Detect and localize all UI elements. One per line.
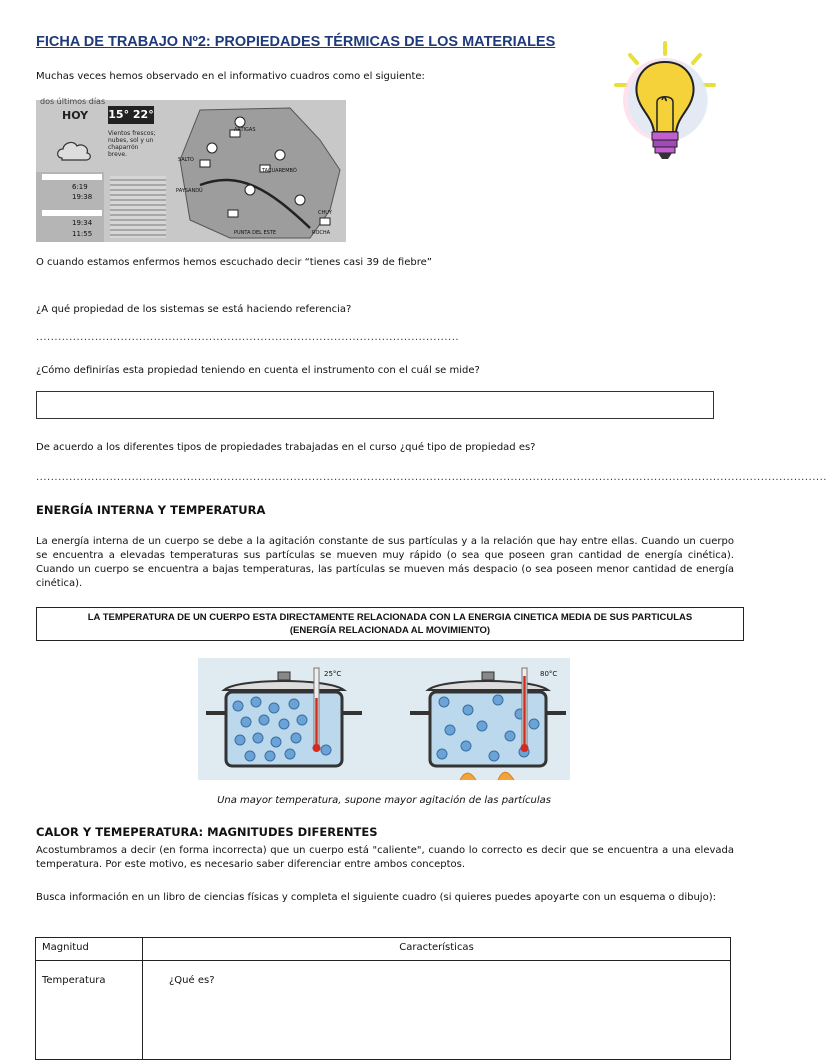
moonset-time: 11:55 (72, 230, 93, 238)
city-label: PAYSANDÚ (176, 188, 203, 194)
weather-forecast: Vientos frescos; nubes, sol y un chaparrón breve. (108, 130, 156, 158)
section-heat-title: CALOR Y TEMEPERATURA: MAGNITUDES DIFERENTES (36, 825, 378, 839)
sunrise-time: 6:19 (72, 183, 88, 191)
city-label: ARTIGAS (234, 127, 256, 133)
sunset-time: 19:38 (72, 193, 93, 201)
question-what-is: ¿Qué es? (169, 975, 215, 986)
pots-illustration (198, 658, 570, 780)
intro-text: Muchas veces hemos observado en el informativo cuadros como el siguiente: (36, 71, 425, 82)
magnitudes-table (35, 937, 731, 1060)
weather-temps: 15° 22° (108, 106, 154, 124)
page-title: FICHA DE TRABAJO Nº2: PROPIEDADES TÉRMICAS DE LOS MATERIALES (36, 34, 556, 50)
callout-line-1: LA TEMPERATURA DE UN CUERPO ESTA DIRECTAMENTE RELACIONADA CON LA ENERGIA CINETICA MEDIA DE SUS PARTICULAS (87, 612, 693, 623)
answer-box-2[interactable] (36, 391, 714, 419)
answer-line-3[interactable]: ....................................................................................................................................................................................................................... (36, 472, 827, 483)
lightbulb-icon (610, 40, 720, 165)
table-row-temperature-label: Temperatura (36, 961, 143, 1060)
temperature-callout (36, 607, 744, 641)
city-label: PUNTA DEL ESTE (234, 230, 277, 236)
question-1: ¿A qué propiedad de los sistemas se está haciendo referencia? (36, 304, 352, 315)
pot-left-temperature: 25°C (324, 670, 342, 678)
answer-line-1[interactable]: ................................................................................................................... (36, 332, 460, 343)
table-header-characteristics: Características (143, 938, 731, 961)
task-instructions: Busca información en un libro de ciencias físicas y completa el siguiente cuadro (si quieres puedes apoyarte con un esquema o dibujo): (36, 892, 716, 903)
fever-text: O cuando estamos enfermos hemos escuchado decir “tienes casi 39 de fiebre” (36, 257, 432, 268)
weather-clipping-image (36, 97, 346, 242)
callout-line-2: (ENERGÍA RELACIONADA AL MOVIMIENTO) (289, 624, 491, 636)
city-label: TACUAREMBÓ (262, 168, 297, 174)
weather-today: HOY (62, 109, 89, 122)
city-label: ROCHA (312, 230, 331, 236)
pots-caption: Una mayor temperatura, supone mayor agitación de las partículas (217, 795, 551, 806)
table-cell-temperature[interactable] (143, 961, 731, 1060)
moonrise-time: 19:34 (72, 219, 93, 227)
section-energy-text: La energía interna de un cuerpo se debe a la agitación constante de sus partículas y a la relación que hay entre ellas. Cuando un cuerpo se encuentra a elevadas temperaturas sus partículas se mueven muy rápido (o sea que poseen gran cantidad de energía cinética). Cuando un cuerpo se encuentra a bajas temperaturas, las partículas se mueven más despacio (o sea poseen menor cantidad de energía cinética). (36, 536, 734, 589)
city-label: CHUY (318, 210, 332, 216)
city-label: SALTO (178, 157, 194, 163)
pot-right-temperature: 80°C (540, 670, 558, 678)
question-3: De acuerdo a los diferentes tipos de propiedades trabajadas en el curso ¿qué tipo de propiedad es? (36, 442, 536, 453)
table-header-magnitude: Magnitud (36, 938, 143, 961)
weather-map (170, 100, 346, 242)
cloud-icon (54, 134, 94, 164)
section-energy-title: ENERGÍA INTERNA Y TEMPERATURA (36, 503, 266, 517)
section-heat-text: Acostumbramos a decir (en forma incorrecta) que un cuerpo está "caliente", cuando lo correcto es decir que se encuentra a una elevada temperatura. Por este motivo, es necesario saber diferenciar entre ambos conceptos. (36, 845, 734, 870)
question-2: ¿Cómo definirías esta propiedad teniendo en cuenta el instrumento con el cuál se mide? (36, 365, 480, 376)
weather-header: dos últimos días (40, 97, 106, 106)
